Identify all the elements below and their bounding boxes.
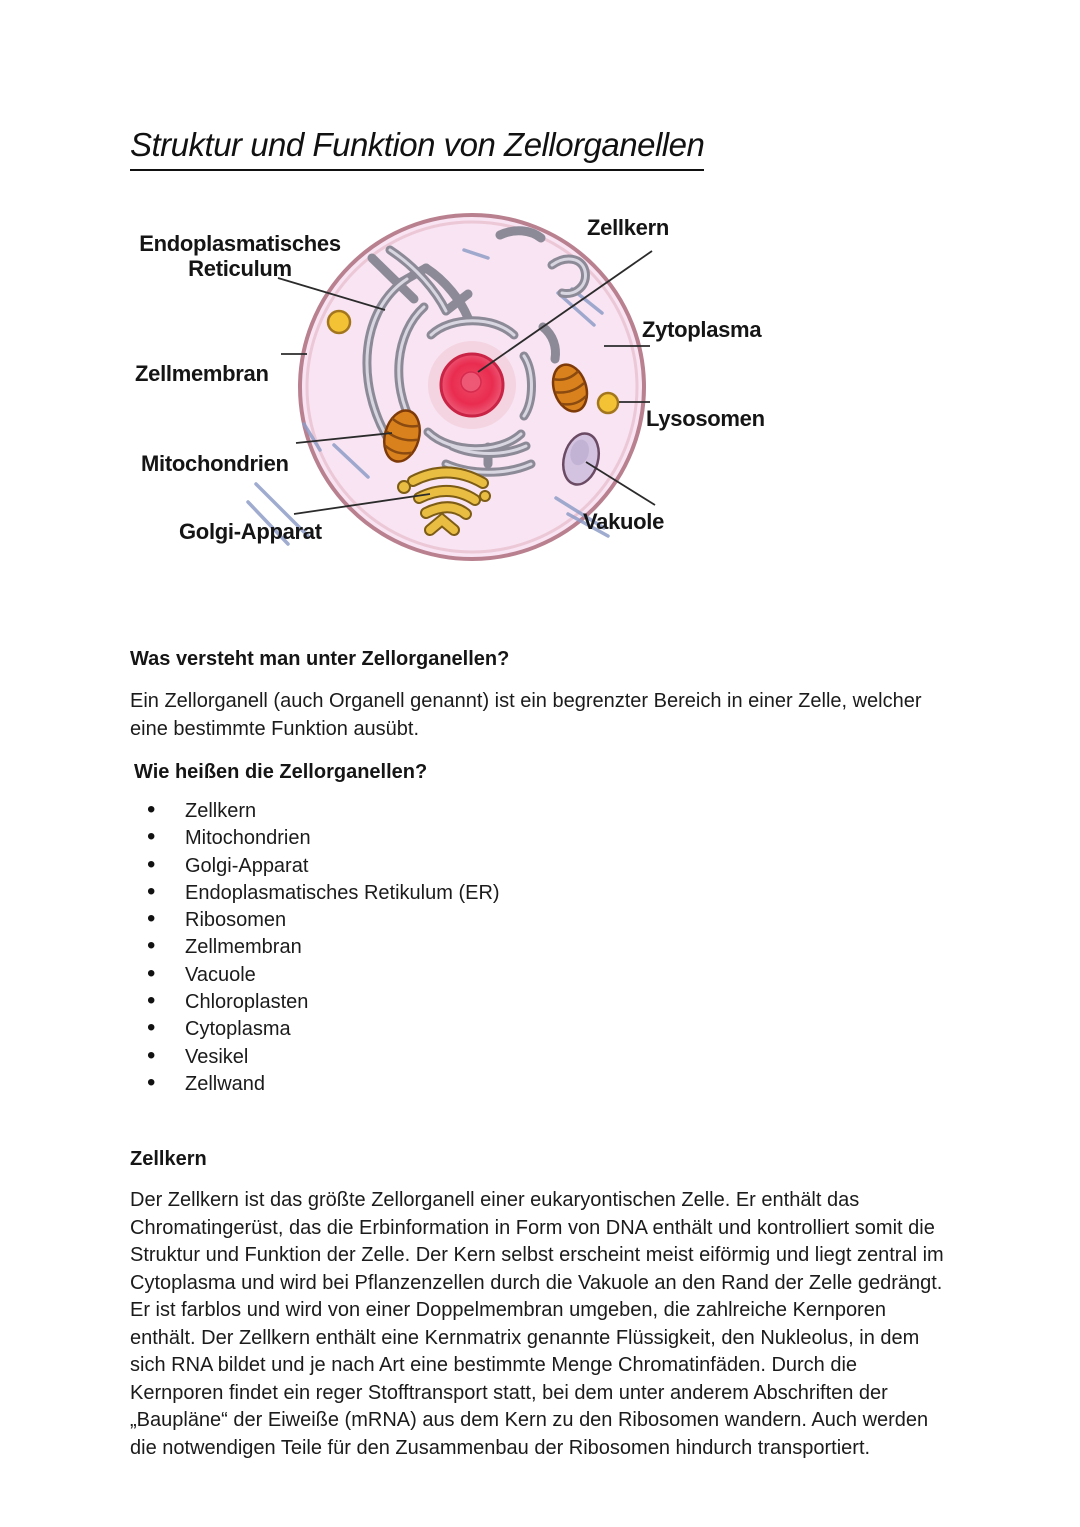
- diagram-label-zellmembran: Zellmembran: [135, 361, 269, 386]
- paragraph-zellkern: Der Zellkern ist das größte Zellorganell einer eukaryontischen Zelle. Er enthält das Chromatingerüst, das die Erbinformation in Form von DNA enthält und kontrolliert somit die Struktur und Funktion der Zelle. Der Kern selbst erscheint meist eiförmig und liegt zentral im Cytoplasma und wird bei Pflanzenzellen durch die Vakuole an den Rand der Zelle gedrängt. Er ist farblos und wird von einer Doppelmembran umgeben, die zahlreiche Kernporen enthält. Der Zellkern enthält eine Kernmatrix genannte Flüssigkeit, den Nukleolus, in dem sich RNA bildet und je nach Art eine bestimmte Menge Chromatinfäden. Durch die Kernporen findet ein reger Stofftransport statt, bei dem unter anderem Abschriften der „Baupläne“ der Eiweiße (mRNA) aus dem Kern zu den Ribosomen wandern. Auch werden die notwendigen Teile für den Zusammenbau der Ribosomen hindurch transportiert.: [130, 1189, 944, 1459]
- diagram-label-vakuole: Vakuole: [583, 509, 665, 534]
- diagram-label-endoplasmatisches-reticulum: Endoplasmatisches Reticulum: [139, 231, 341, 281]
- heading-was-versteht: Was versteht man unter Zellorganellen?: [130, 648, 510, 670]
- diagram-label-zytoplasma: Zytoplasma: [642, 317, 762, 342]
- list-item: • Golgi-Apparat: [130, 853, 946, 880]
- heading-zellkern: Zellkern: [130, 1148, 207, 1171]
- list-item: • Vacuole: [130, 962, 946, 989]
- list-item: • Cytoplasma: [130, 1016, 946, 1043]
- page-title: Struktur und Funktion von Zellorganellen: [130, 126, 704, 171]
- list-item: • Vesikel: [130, 1044, 946, 1071]
- cell-diagram: [115, 205, 805, 570]
- list-item: • Ribosomen: [130, 907, 946, 934]
- diagram-label-golgi-apparat: Golgi-Apparat: [179, 519, 322, 544]
- paragraph-definition: Ein Zellorganell (auch Organell genannt) ist ein begrenzter Bereich in einer Zelle, welcher eine bestimmte Funktion ausübt.: [130, 690, 922, 740]
- list-item: • Zellwand: [130, 1071, 946, 1098]
- organelles-list: [130, 798, 946, 1098]
- nucleolus-shape: [461, 372, 481, 392]
- diagram-label-zellkern: Zellkern: [587, 215, 669, 240]
- list-item: • Mitochondrien: [130, 825, 946, 852]
- heading-wie-heissen: Wie heißen die Zellorganellen?: [134, 761, 428, 783]
- diagram-label-mitochondrien: Mitochondrien: [141, 451, 289, 476]
- diagram-label-lysosomen: Lysosomen: [646, 406, 765, 431]
- document-body: [130, 646, 946, 1462]
- lysosome-shape: [598, 393, 618, 413]
- list-item: • Chloroplasten: [130, 989, 946, 1016]
- list-item: • Endoplasmatisches Retikulum (ER): [130, 880, 946, 907]
- list-item: • Zellmembran: [130, 934, 946, 961]
- list-item: • Zellkern: [130, 798, 946, 825]
- lysosome-shape: [328, 311, 350, 333]
